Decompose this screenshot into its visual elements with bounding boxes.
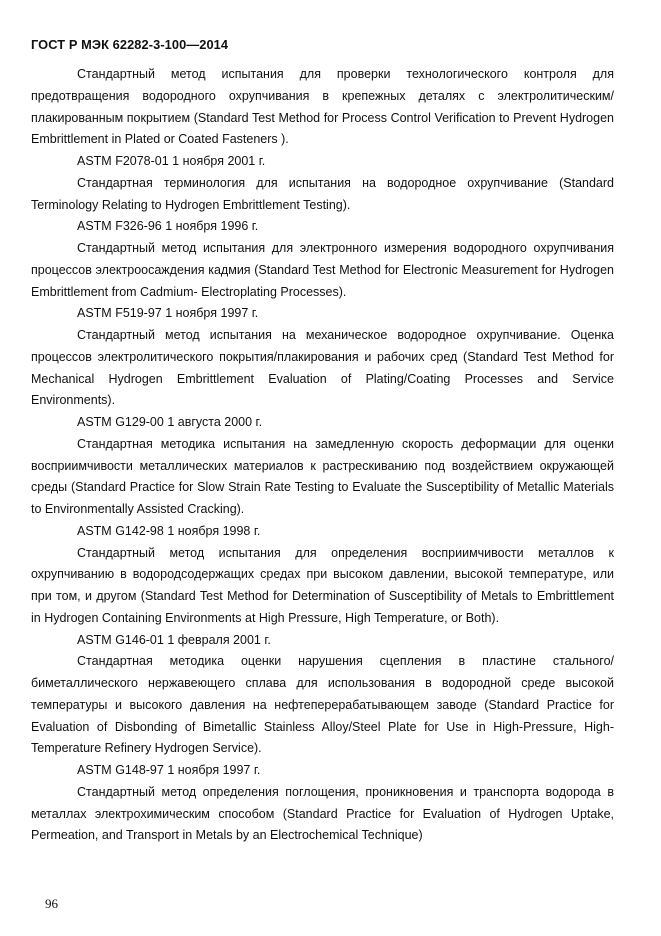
page-header-title: ГОСТ Р МЭК 62282-3-100—2014 xyxy=(31,37,229,52)
reference-description: Стандартный метод испытания на механическое водородное охрупчивание. Оценка процессов электролитического покрытия/плакирования и рабочих сред (Standard Test Method for Mechanical Hydrogen Embrittlement Evaluation of Plating/Coating Processes and Service Environments). xyxy=(31,328,614,408)
reference-description: Стандартная терминология для испытания на водородное охрупчивание (Standard Terminology Relating to Hydrogen Embrittlement Testing). xyxy=(31,175,614,212)
standard-code: ASTM F519-97 1 ноября 1997 г. xyxy=(77,306,259,321)
standard-code: ASTM G142-98 1 ноября 1998 г. xyxy=(77,523,261,538)
reference-description: Стандартный метод испытания для электронного измерения водородного охрупчивания процессов электроосаждения кадмия (Standard Test Method for Electronic Measurement for Hydrogen Embrittlement from Cadmium- Electroplating Processes). xyxy=(31,241,614,299)
standard-code: ASTM G148-97 1 ноября 1997 г. xyxy=(77,763,261,777)
standard-code: ASTM F2078-01 1 ноября 2001 г. xyxy=(77,154,266,168)
standard-code: ASTM G129-00 1 августа 2000 г. xyxy=(77,415,263,429)
standard-code: ASTM G146-01 1 февраля 2001 г. xyxy=(77,632,271,647)
standard-code: ASTM F326-96 1 ноября 1996 г. xyxy=(77,219,259,234)
references-list xyxy=(31,64,614,847)
reference-description: Стандартный метод испытания для определения восприимчивости металлов к охрупчиванию в водородсодержащих средах при высоком давлении, высокой температуре, или при том, и другом (Standard Test Method for Determination of Susceptibility of Metals to Embrittlement in Hydrogen Containing Environments at High Pressure, High Temperature, or Both). xyxy=(31,545,614,625)
reference-description: Стандартный метод испытания для проверки технологического контроля для предотвращения водородного охрупчивания в крепежных деталях с электролитическим/плакированным покрытием (Standard Test Method for Process Control Verification to Prevent Hydrogen Embrittlement in Plated or Coated Fasteners ). xyxy=(31,67,614,147)
reference-description: Стандартная методика оценки нарушения сцепления в пластине стального/биметаллического нержавеющего сплава для использования в водородной среде высокой температуры и высокого давления на нефтеперерабатывающем заводе (Standard Practice for Evaluation of Disbonding of Bimetallic Stainless Alloy/Steel Plate for Use in High-Pressure, High-Temperature Refinery Hydrogen Service). xyxy=(31,654,614,756)
reference-description: Стандартная методика испытания на замедленную скорость деформации для оценки восприимчивости металлических материалов к растрескиванию под воздействием окружающей среды (Standard Practice for Slow Strain Rate Testing to Evaluate the Susceptibility of Metallic Materials to Environmentally Assisted Cracking). xyxy=(31,436,614,516)
page-number: 96 xyxy=(45,896,58,911)
reference-description: Стандартный метод определения поглощения, проникновения и транспорта водорода в металлах электрохимическим способом (Standard Practice for Evaluation of Hydrogen Uptake, Permeation, and Transport in Metals by an Electrochemical Technique) xyxy=(31,784,614,843)
